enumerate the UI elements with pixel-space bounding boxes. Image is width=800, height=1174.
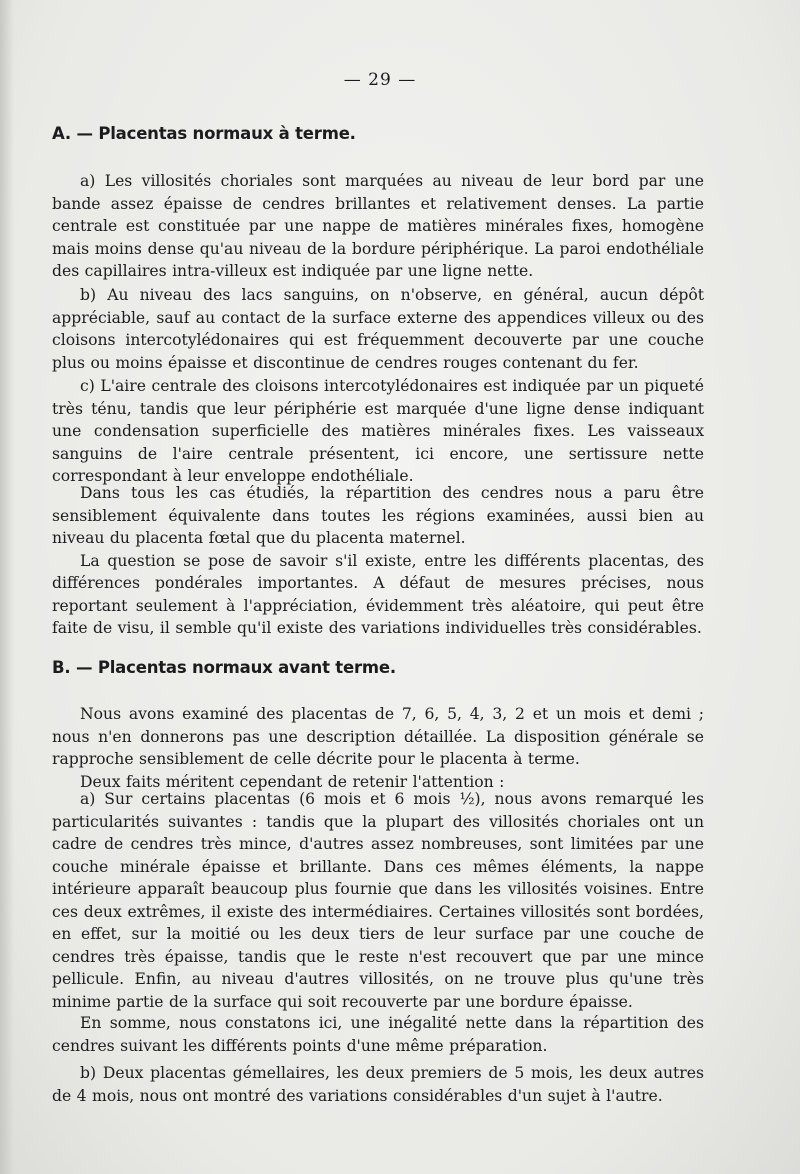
section-a-paragraph-b: [52, 284, 704, 374]
page-number: — 29 —: [343, 70, 417, 90]
section-a-paragraph-c: [52, 375, 704, 488]
paragraph-text: a) Les villosités choriales sont marquées au niveau de leur bord par une bande assez épaisse de cendres brillantes et relativement denses. La partie centrale est constituée par une nappe de matières minérales fixes, homogène mais moins dense qu'au niveau de la bordure périphérique. La paroi endothéliale des capillaires intra-villeux est indiquée par une ligne nette.: [52, 172, 704, 280]
paragraph-text: La question se pose de savoir s'il existe, entre les différents placentas, des différences pondérales importantes. A défaut de mesures précises, nous reportant seulement à l'appréciation, évidemment très aléatoire, qui peut être faite de visu, il semble qu'il existe des variations individuelles très considérables.: [52, 551, 704, 637]
paragraph-text: Deux faits méritent cependant de retenir l'attention :: [80, 772, 505, 791]
section-b-paragraph-b: [52, 1062, 704, 1107]
paragraph-text: b) Deux placentas gémellaires, les deux premiers de 5 mois, les deux autres de 4 mois, nous ont montré des variations considérables d'un sujet à l'autre.: [52, 1064, 704, 1105]
section-b-paragraph-a: [52, 788, 704, 1013]
paragraph-text: Dans tous les cas étudiés, la répartition des cendres nous a paru être sensiblement équivalente dans toutes les régions examinées, aussi bien au niveau du placenta fœtal que du placenta maternel.: [52, 484, 704, 547]
paragraph-text: En somme, nous constatons ici, une inégalité nette dans la répartition des cendres suivant les différents points d'une même préparation.: [52, 1014, 704, 1055]
section-b-heading: B. — Placentas normaux avant terme.: [52, 658, 396, 677]
paragraph-text: c) L'aire centrale des cloisons intercotylédonaires est indiquée par un piqueté très ténu, tandis que leur périphérie est marquée d'une ligne dense indiquant une condensation superficielle des matières minérales fixes. Les vaisseaux sanguins de l'aire centrale présentent, ici encore, une sertissure nette correspondant à leur enveloppe endothéliale.: [52, 377, 704, 485]
paragraph-text: a) Sur certains placentas (6 mois et 6 mois ½), nous avons remarqué les particularités suivantes : tandis que la plupart des villosités choriales ont un cadre de cendres très mince, d'autres assez nombreuses, sont limitées par une couche minérale épaisse et brillante. Dans ces mêmes éléments, la nappe intérieure apparaît beaucoup plus fournie que dans les villosités voisines. Entre ces deux extrêmes, il existe des intermédiaires. Certaines villosités sont bordées, en effet, sur la moitié ou les deux tiers de leur surface par une couche de cendres très épaisse, tandis que le reste n'est recouvert que par une mince pellicule. Enfin, au niveau d'autres villosités, on ne trouve plus qu'une très minime partie de la surface qui soit recouverte par une bordure épaisse.: [52, 790, 704, 1011]
section-a-paragraph-a: [52, 170, 704, 283]
section-a-heading: A. — Placentas normaux à terme.: [52, 124, 356, 143]
section-b-paragraph-intro: [52, 703, 704, 793]
paragraph-text: b) Au niveau des lacs sanguins, on n'observe, en général, aucun dépôt appréciable, sauf au contact de la surface externe des appendices villeux ou des cloisons intercotylédonaires qui est fréquemment decouverte par une couche plus ou moins épaisse et discontinue de cendres rouges contenant du fer.: [52, 286, 704, 372]
section-a-paragraph-summary: [52, 482, 704, 640]
paragraph-text: Nous avons examiné des placentas de 7, 6, 5, 4, 3, 2 et un mois et demi ; nous n'en donnerons pas une description détaillée. La disposition générale se rapproche sensiblement de celle décrite pour le placenta à terme.: [52, 705, 704, 768]
section-b-paragraph-summary: [52, 1012, 704, 1057]
